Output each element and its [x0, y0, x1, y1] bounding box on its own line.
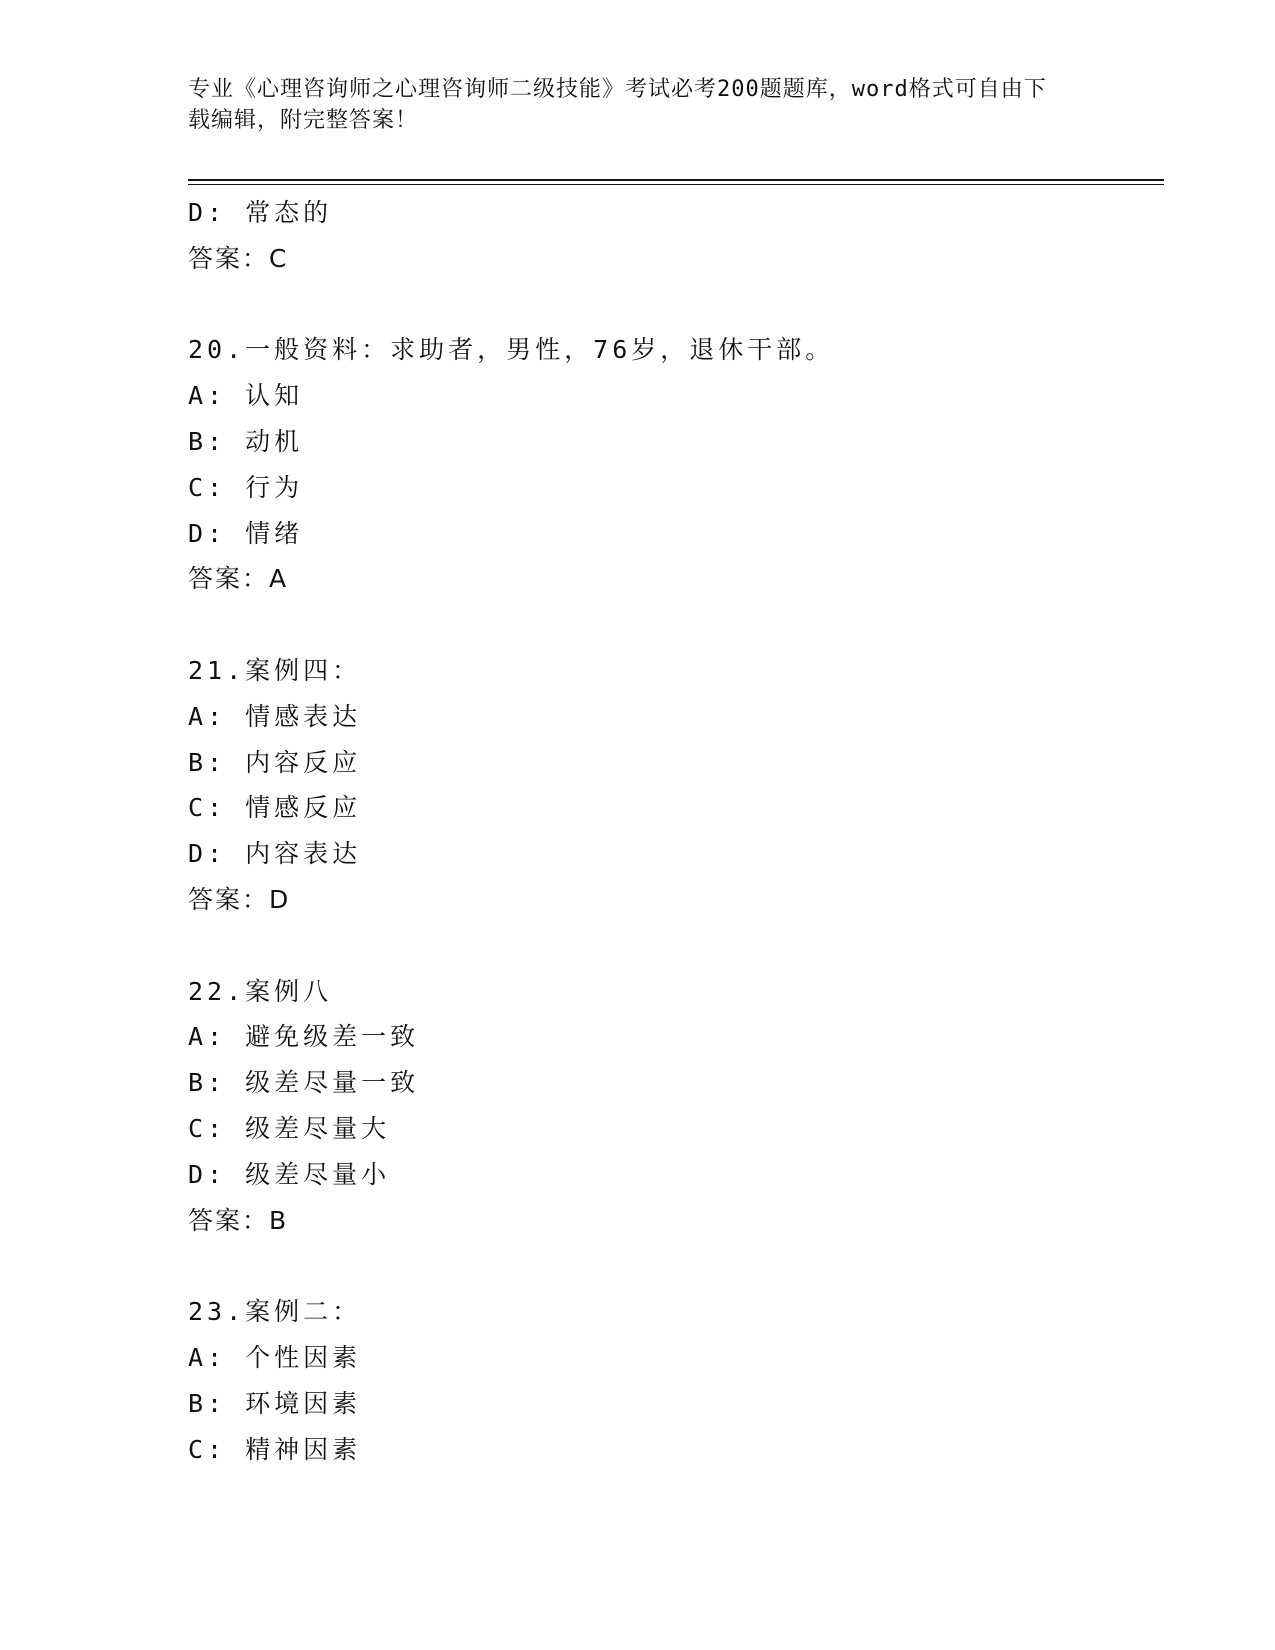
question-22-option-a: A: 避免级差一致: [188, 1022, 420, 1052]
question-21-option-d: D: 内容表达: [188, 839, 362, 869]
question-21-stem: 21.案例四：: [188, 655, 362, 685]
question-21-option-a: A: 情感表达: [188, 701, 362, 731]
spacer: [188, 923, 1164, 969]
question-20-option-c: C: 行为: [188, 472, 304, 502]
question-20-stem: 20.一般资料：求助者，男性，76岁，退休干部。: [188, 335, 835, 365]
header-rule-thick: [188, 179, 1164, 181]
question-22-stem: 22.案例八: [188, 976, 333, 1006]
prev-option-d: D: 常态的: [188, 198, 333, 227]
question-23-option-a: A: 个性因素: [188, 1342, 362, 1372]
document-header: 专业《心理咨询师之心理咨询师二级技能》考试必考200题题库，word格式可自由下载编辑，附完整答案！: [188, 77, 1047, 133]
question-22-answer: 答案：B: [188, 1205, 289, 1235]
question-20-option-d: D: 情绪: [188, 518, 304, 548]
question-23-stem: 23.案例二：: [188, 1297, 362, 1327]
question-20-option-b: B: 动机: [188, 426, 304, 456]
question-22-option-c: C: 级差尽量大: [188, 1113, 391, 1143]
question-21-option-c: C: 情感反应: [188, 793, 362, 823]
question-20-option-a: A: 认知: [188, 381, 304, 411]
prev-answer: 答案：C: [188, 243, 289, 273]
question-20-answer: 答案：A: [188, 564, 289, 594]
spacer: [188, 1243, 1164, 1289]
question-22-option-d: D: 级差尽量小: [188, 1159, 391, 1189]
question-21-option-b: B: 内容反应: [188, 747, 362, 777]
spacer: [188, 602, 1164, 648]
question-23-option-b: B: 环境因素: [188, 1388, 362, 1418]
question-21-answer: 答案：D: [188, 884, 291, 914]
question-22-option-b: B: 级差尽量一致: [188, 1068, 420, 1098]
question-23-option-c: C: 精神因素: [188, 1434, 362, 1464]
spacer: [188, 282, 1164, 328]
header-rule-thin: [188, 184, 1164, 185]
question-content: [188, 190, 1164, 1472]
